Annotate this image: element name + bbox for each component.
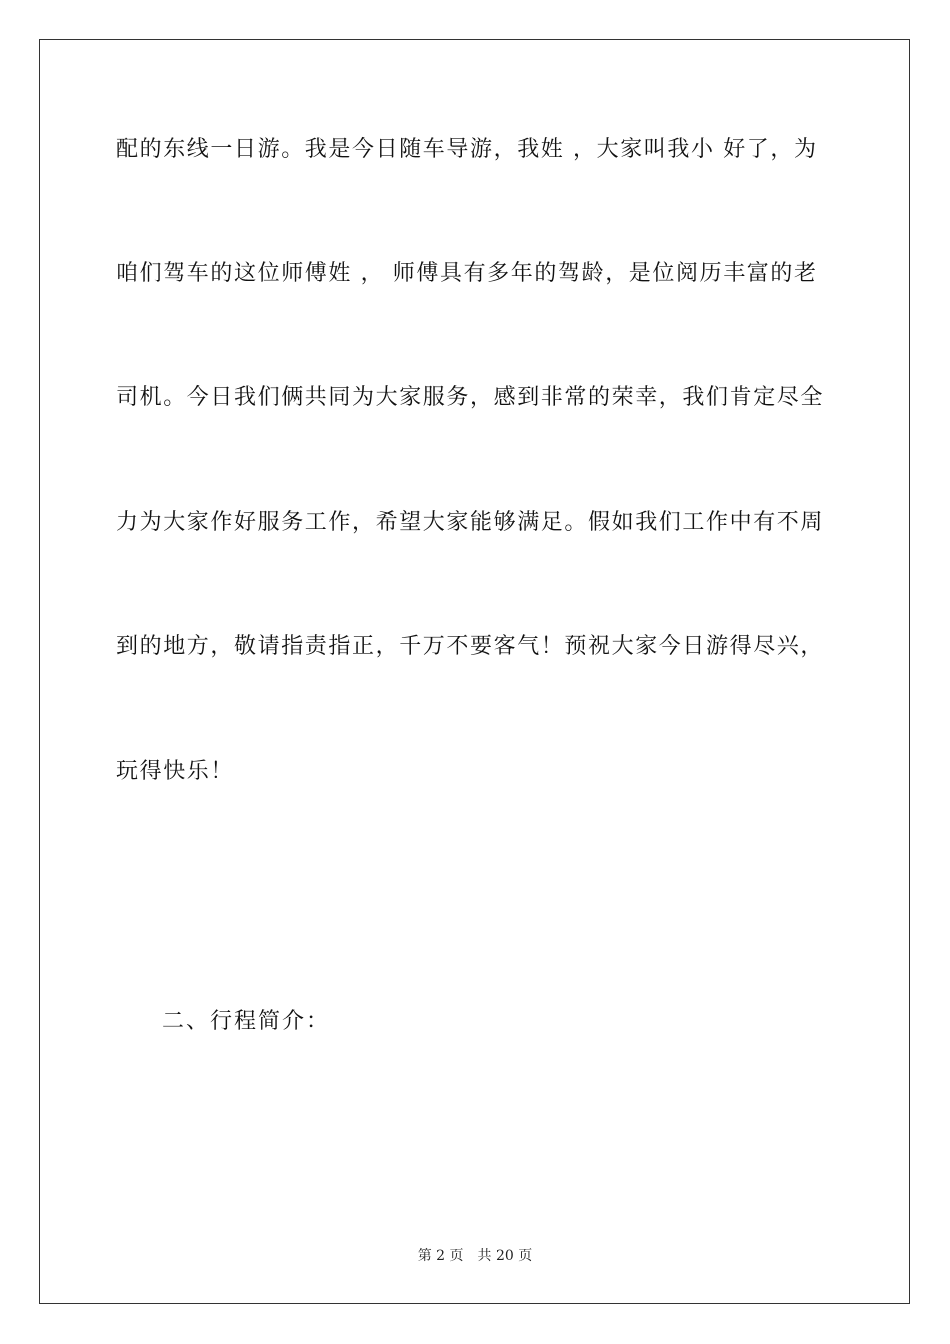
paragraph-line: 配的东线一日游。我是今日随车导游，我姓 ，大家叫我小 好了，为 [116, 137, 818, 162]
page-total: 共 20 页 [477, 1248, 533, 1264]
paragraph-line: 玩得快乐！ [116, 759, 235, 784]
page-footer [0, 1247, 950, 1265]
paragraph-line: 力为大家作好服务工作，希望大家能够满足。假如我们工作中有不周 [116, 510, 825, 535]
paragraph-line: 司机。今日我们俩共同为大家服务，感到非常的荣幸，我们肯定尽全 [116, 385, 825, 410]
page-border [39, 39, 910, 1304]
paragraph-line: 到的地方，敬请指责指正，千万不要客气！预祝大家今日游得尽兴， [116, 634, 825, 659]
section-heading: 二、行程简介： [162, 1009, 331, 1034]
paragraph-line: 咱们驾车的这位师傅姓 ， 师傅具有多年的驾龄，是位阅历丰富的老 [116, 261, 818, 286]
page-number: 第 2 页 [417, 1248, 464, 1264]
